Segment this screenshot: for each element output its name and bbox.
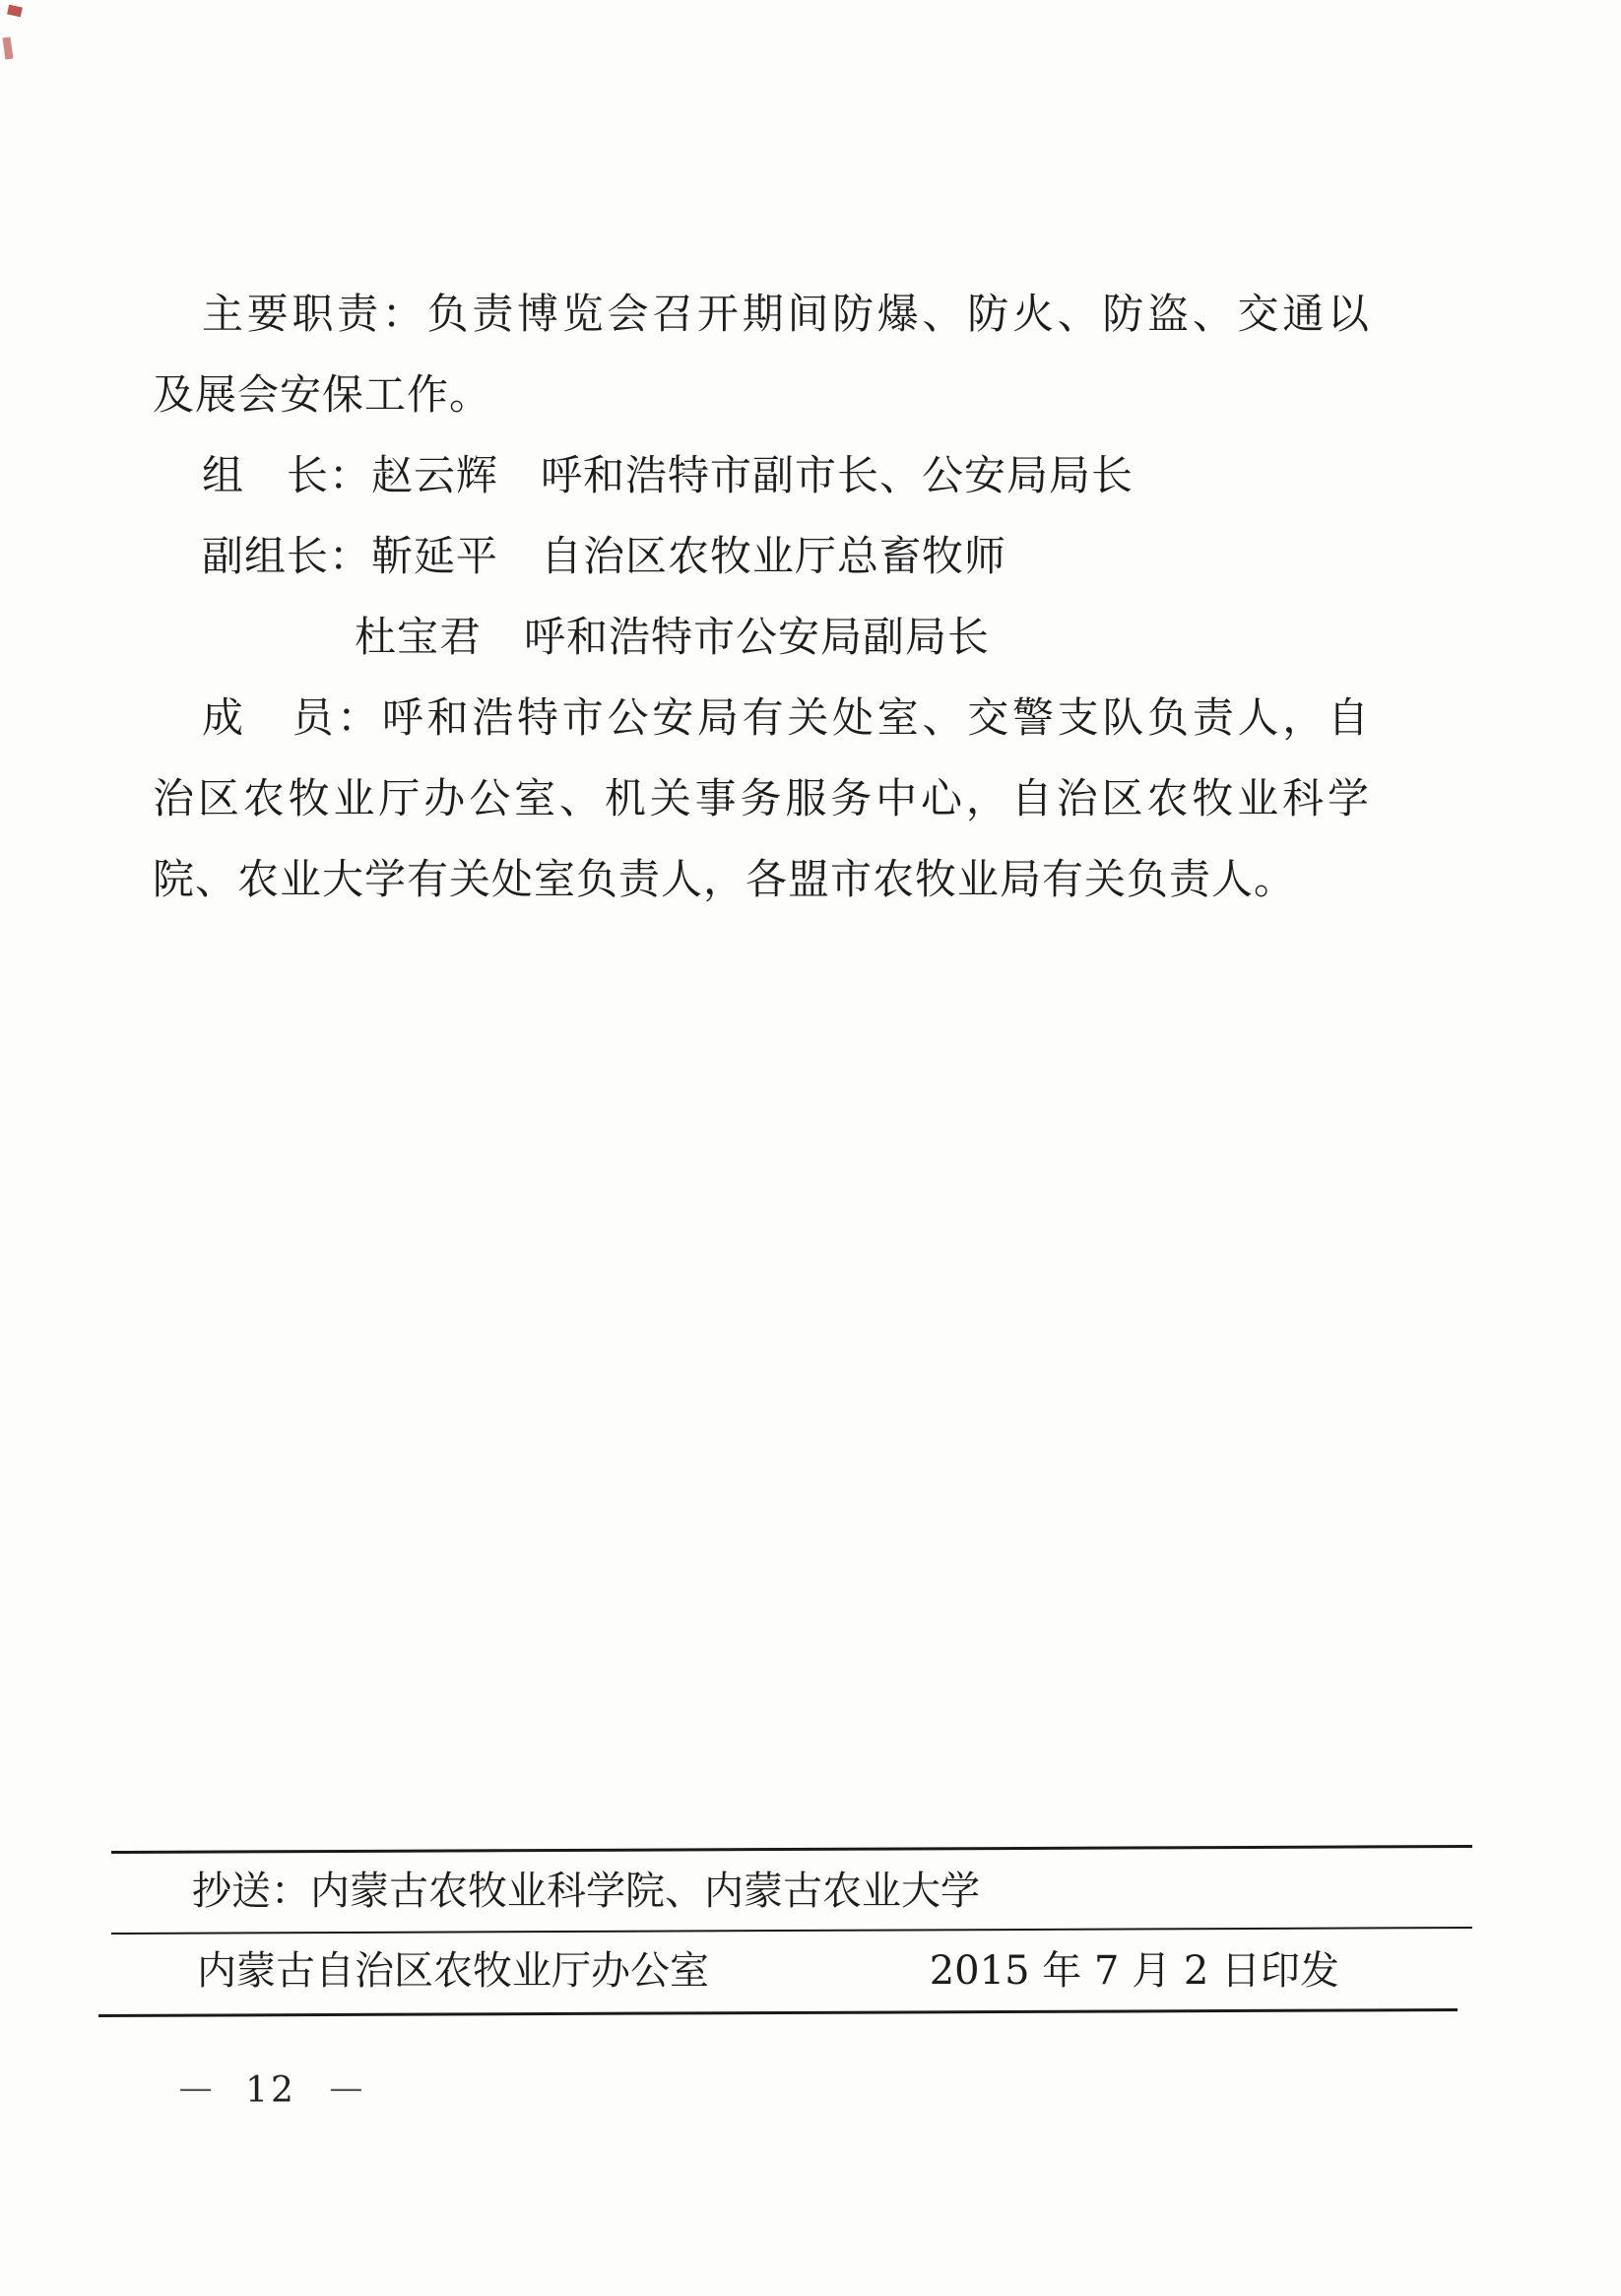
- body-line-deputy-leader-1: 副组长：靳延平 自治区农牧业厅总畜牧师: [202, 532, 1007, 580]
- page-number: [148, 2070, 394, 2111]
- body-line-leader: 组 长：赵云辉 呼和浩特市副市长、公安局局长: [202, 451, 1135, 499]
- body-line-members-2: 治区农牧业厅办公室、机关事务服务中心，自治区农牧业科学: [153, 774, 1370, 822]
- body-line-members-1: 成 员：呼和浩特市公安局有关处室、交警支队负责人，自: [202, 693, 1370, 742]
- body-line-duties-1: 主要职责：负责博览会召开期间防爆、防火、防盗、交通以: [202, 290, 1370, 338]
- issuer-row: [111, 1932, 1472, 2011]
- body-line-members-3: 院、农业大学有关处室负责人，各盟市农牧业局有关负责人。: [153, 855, 1297, 903]
- scan-artifact: [3, 37, 14, 60]
- body-line-duties-2: 及展会安保工作。: [153, 370, 492, 419]
- page-number-value: 12: [245, 2070, 296, 2111]
- issuing-office: 内蒙古自治区农牧业厅办公室: [197, 1948, 709, 1994]
- cc-line: 抄送：内蒙古农牧业科学院、内蒙古农业大学: [192, 1869, 980, 1914]
- document-body: [153, 274, 1370, 920]
- print-date: 2015 年 7 月 2 日印发: [929, 1948, 1339, 1994]
- body-line-deputy-leader-2: 杜宝君 呼和浩特市公安局副局长: [355, 613, 991, 661]
- page-number-dash-right: —: [329, 2068, 363, 2108]
- page-number-dash-left: —: [178, 2068, 213, 2108]
- scan-artifact: [7, 5, 23, 18]
